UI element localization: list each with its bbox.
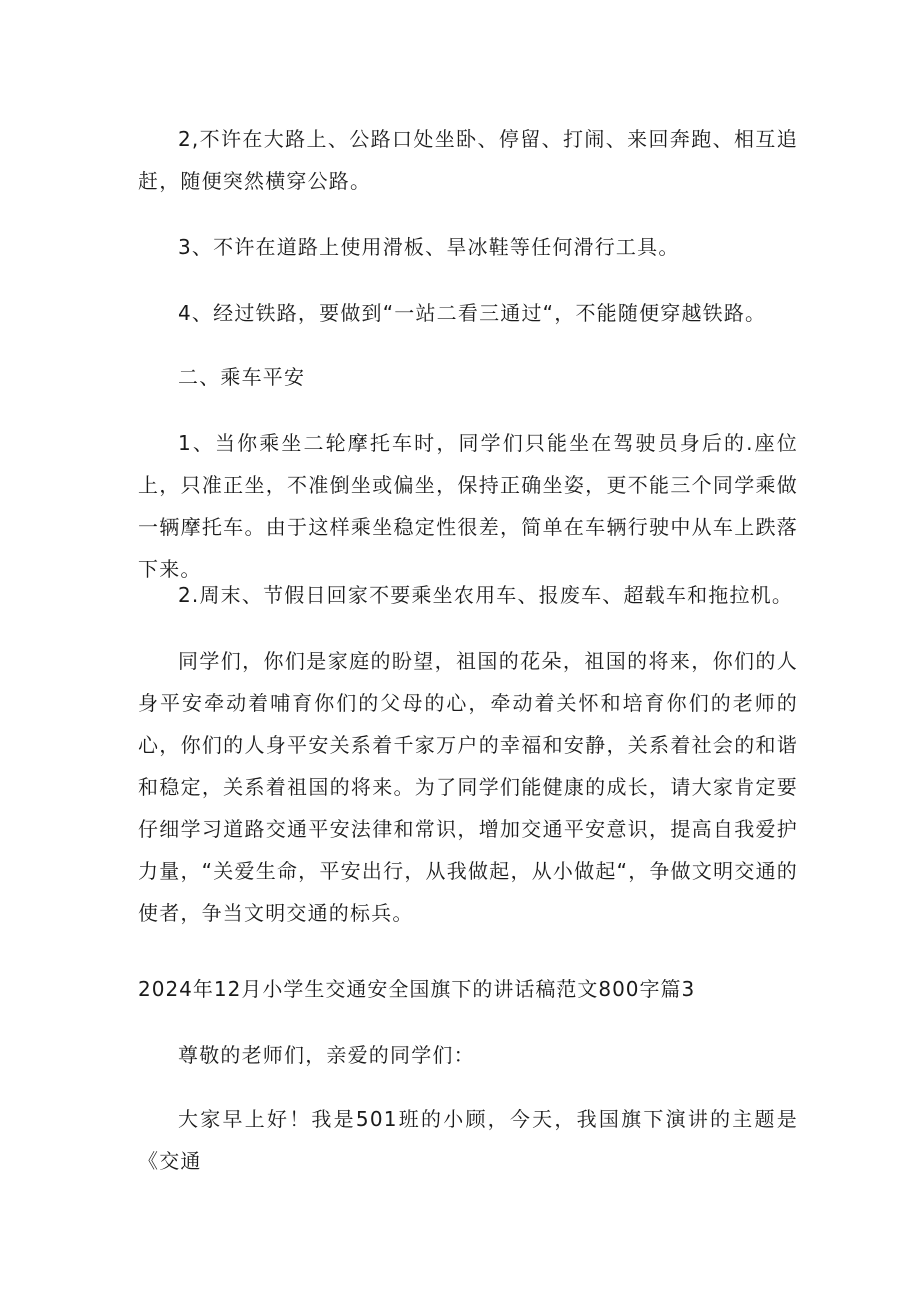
article-title: 2024年12月小学生交通安全国旗下的讲话稿范文800字篇3 [138,977,696,1001]
opening-line: 大家早上好！我是501班的小顾，今天，我国旗下演讲的主题是《交通 [138,1107,798,1173]
paragraph-rule-4: 4、经过铁路，要做到“一站二看三通过“，不能随便穿越铁路。 [178,301,767,325]
paragraph-closing-appeal: 同学们，你们是家庭的盼望，祖国的花朵，祖国的将来，你们的人身平安牵动着哺育你们的父母的心，牵动着关怀和培育你们的老师的心，你们的人身平安关系着千家万户的幸福和安静，关系着社会的和谐和稳定，关系着祖国的将来。为了同学们能健康的成长，请大家肯定要仔细学习道路交通平安法律和常识，增加交通平安意识，提高自我爱护力量，“关爱生命，平安出行，从我做起，从小做起“，争做文明交通的使者，争当文明交通的标兵。 [138,649,798,925]
paragraph-weekend-rule: 2.周末、节假日回家不要乘坐农用车、报废车、超载车和拖拉机。 [178,583,794,607]
section-heading-riding-safety: 二、乘车平安 [178,365,306,389]
paragraph-rule-2: 2,不许在大路上、公路口处坐卧、停留、打闹、来回奔跑、相互追赶，随便突然横穿公路。 [138,127,798,193]
paragraph-motorcycle-rule: 1、当你乘坐二轮摩托车时，同学们只能坐在驾驶员身后的.座位上，只准正坐，不准倒坐或偏坐，保持正确坐姿，更不能三个同学乘做一辆摩托车。由于这样乘坐稳定性很差，简单在车辆行驶中从车上跌落下来。 [138,431,798,581]
paragraph-rule-3: 3、不许在道路上使用滑板、旱冰鞋等任何滑行工具。 [178,235,680,259]
greeting-line: 尊敬的老师们，亲爱的同学们： [178,1043,475,1067]
